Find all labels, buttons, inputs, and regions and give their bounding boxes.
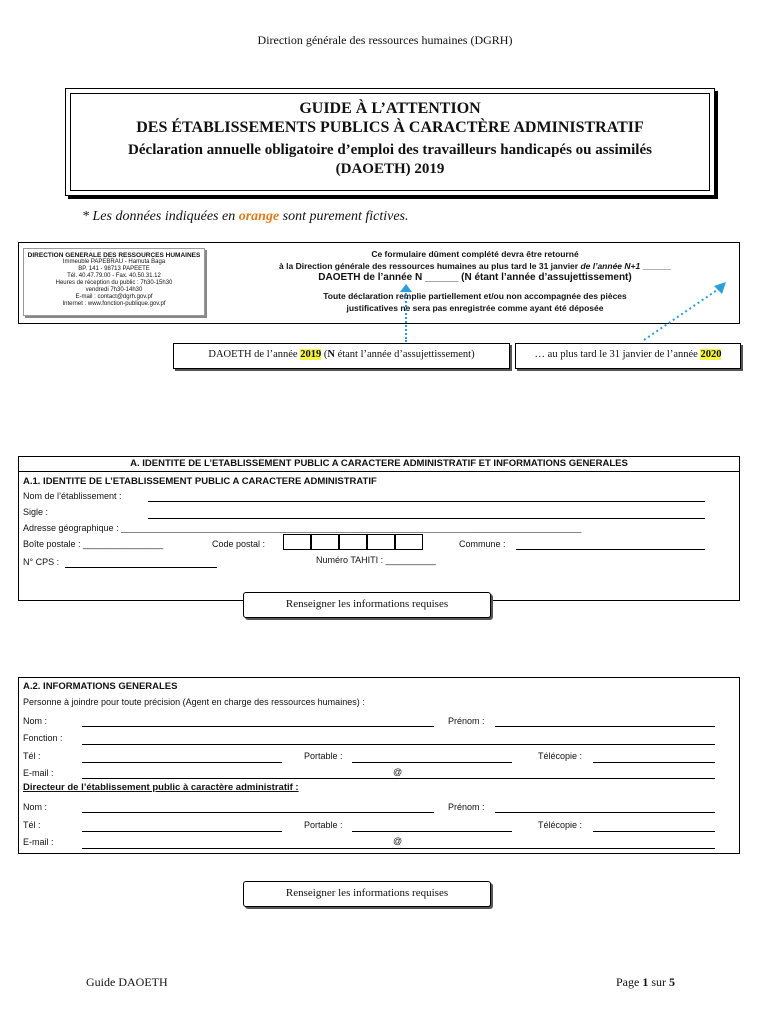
cp-label: Code postal : [212,539,266,549]
tahiti-field[interactable]: Numéro TAHITI : __________ [316,555,436,565]
title-line-3: Déclaration annuelle obligatoire d’emploi des travailleurs handicapés ou assimilés [128,142,652,158]
arrow-n-dotted [405,290,407,342]
section-a2-heading: A.2. INFORMATIONS GENERALES [23,681,178,692]
pill-year-n1 [515,343,741,369]
title-box-inner [70,93,710,191]
fictive-data-note [82,209,409,225]
telecopie-input[interactable] [593,762,715,763]
commune-input[interactable] [516,549,705,550]
nom-label: Nom : [23,716,48,726]
portable2-label: Portable : [304,820,343,830]
nom-input[interactable] [148,501,705,502]
fonction-label: Fonction : [23,733,63,743]
director-heading: Directeur de l’établissement public à caractère administratif : [23,782,299,793]
instr-line-5: justificatives ne sera pas enregistrée comme ayant été déposée [346,303,604,313]
portable2-input[interactable] [352,831,512,832]
portable-label: Portable : [304,751,343,761]
dgrh-heading: DIRECTION GENERALE DES RESSOURCES HUMAINES [27,252,201,259]
sigle-input[interactable] [148,518,705,519]
dgrh-line: Immeuble PAPEBRAU - Hamuta Baga [62,259,166,265]
instr-l2a: à la Direction générale des ressources humaines au plus tard le 31 janvier [279,261,581,271]
footer-page-number [616,975,675,990]
instr-line-2 [215,260,735,272]
email-input[interactable] [82,778,715,779]
arrow-n1-dotted [640,280,728,342]
contact-intro: Personne à joindre pour toute précision (Agent en charge des ressources humaines) : [23,697,365,707]
nom-label: Nom de l’établissement : [23,491,122,501]
pill-right-year: 2020 [700,349,722,360]
tel2-label: Tél : [23,820,41,830]
title-box [65,88,715,196]
tel2-input[interactable] [82,831,282,832]
title-line-4: (DAOETH) 2019 [335,161,445,177]
tel-label: Tél : [23,751,41,761]
cp-digit-5[interactable] [395,534,423,550]
section-a1-heading: A.1. IDENTITE DE L’ETABLISSEMENT PUBLIC A CARACTERE ADMINISTRATIF [23,476,377,487]
dgrh-address-box [23,248,205,316]
nom2-input[interactable] [82,812,434,813]
email-at: @ [393,767,403,777]
instr-l2b: de l’année N+1 [580,261,641,271]
note-suffix: sont purement fictives. [279,209,409,224]
page-pre: Page [616,975,643,989]
dgrh-line: vendredi 7h30-14h30 [85,287,143,293]
pill-left-post: étant l’année d’assujettissement) [334,349,475,360]
renseigner-button-2[interactable]: Renseigner les informations requises [243,881,491,907]
email-label: E-mail : [23,768,54,778]
section-a-heading: A. IDENTITE DE L’ETABLISSEMENT PUBLIC A CARACTERE ADMINISTRATIF ET INFORMATIONS GENERALES [19,457,739,472]
email2-input[interactable] [82,848,715,849]
adresse-field[interactable]: Adresse géographique : ____________________________________________________________________________________________ [23,523,582,533]
instr-line-3: DAOETH de l’année N ______ (N étant l’année d’assujettissement) [318,272,632,283]
prenom2-label: Prénom : [448,802,485,812]
cps-label: N° CPS : [23,557,60,567]
renseigner-button-1[interactable]: Renseigner les informations requises [243,592,491,618]
page-header: Direction générale des ressources humaines (DGRH) [257,33,513,47]
dgrh-line: Heures de réception du public : 7h30-15h30 [55,280,173,286]
email2-at: @ [393,836,403,846]
title-line-2: DES ÉTABLISSEMENTS PUBLICS À CARACTÈRE ADMINISTRATIF [136,119,644,136]
pill-left-mid: ( [321,349,328,360]
pill-left-pre: DAOETH de l’année [208,349,301,360]
telecopie2-label: Télécopie : [538,820,583,830]
nom2-label: Nom : [23,802,48,812]
instr-line-1: Ce formulaire dûment complété devra être retourné [371,249,579,259]
footer-guide-name: Guide DAOETH [86,975,168,989]
cp-digit-2[interactable] [311,534,339,550]
dgrh-line: BP. 141 - 98713 PAPEETE [78,266,150,272]
arrow-up-icon [400,284,412,292]
prenom-input[interactable] [495,726,715,727]
dgrh-line: E-mail : contact@dgrh.gov.pf [75,294,153,300]
pill-left-year: 2019 [300,349,322,360]
bp-field[interactable]: Boîte postale : ________________ [23,539,164,549]
note-prefix: * Les données indiquées en [82,209,239,224]
fonction-input[interactable] [82,744,715,745]
cp-digit-4[interactable] [367,534,395,550]
nom-input[interactable] [82,726,434,727]
portable-input[interactable] [352,762,512,763]
cp-digit-1[interactable] [283,534,311,550]
page-total: 5 [669,975,675,989]
prenom2-input[interactable] [495,812,715,813]
telecopie2-input[interactable] [593,831,715,832]
note-orange: orange [238,209,280,224]
dotted-arrow-icon [640,280,728,342]
cps-input[interactable] [65,567,217,568]
cp-digit-3[interactable] [339,534,367,550]
prenom-label: Prénom : [448,716,485,726]
dgrh-line: Internet : www.fonction-publique.gov.pf [62,301,166,307]
instr-l2c: ______ [640,261,671,271]
pill-right-pre: … au plus tard le 31 janvier de l’année [534,349,701,360]
sigle-label: Sigle : [23,507,49,517]
dgrh-line: Tél. 40.47.79.00 - Fax. 40.50.31.12 [67,273,161,279]
tel-input[interactable] [82,762,282,763]
pill-year-n [173,343,510,369]
telecopie-label: Télécopie : [538,751,583,761]
commune-label: Commune : [459,539,506,549]
page-current: 1 [642,975,649,989]
email2-label: E-mail : [23,837,54,847]
instr-line-4: Toute déclaration remplie partiellement et/ou non accompagnée des pièces [323,291,627,301]
page-mid: sur [648,975,669,989]
pill-left-n: N [327,349,335,360]
title-line-1: GUIDE À L’ATTENTION [299,100,481,117]
